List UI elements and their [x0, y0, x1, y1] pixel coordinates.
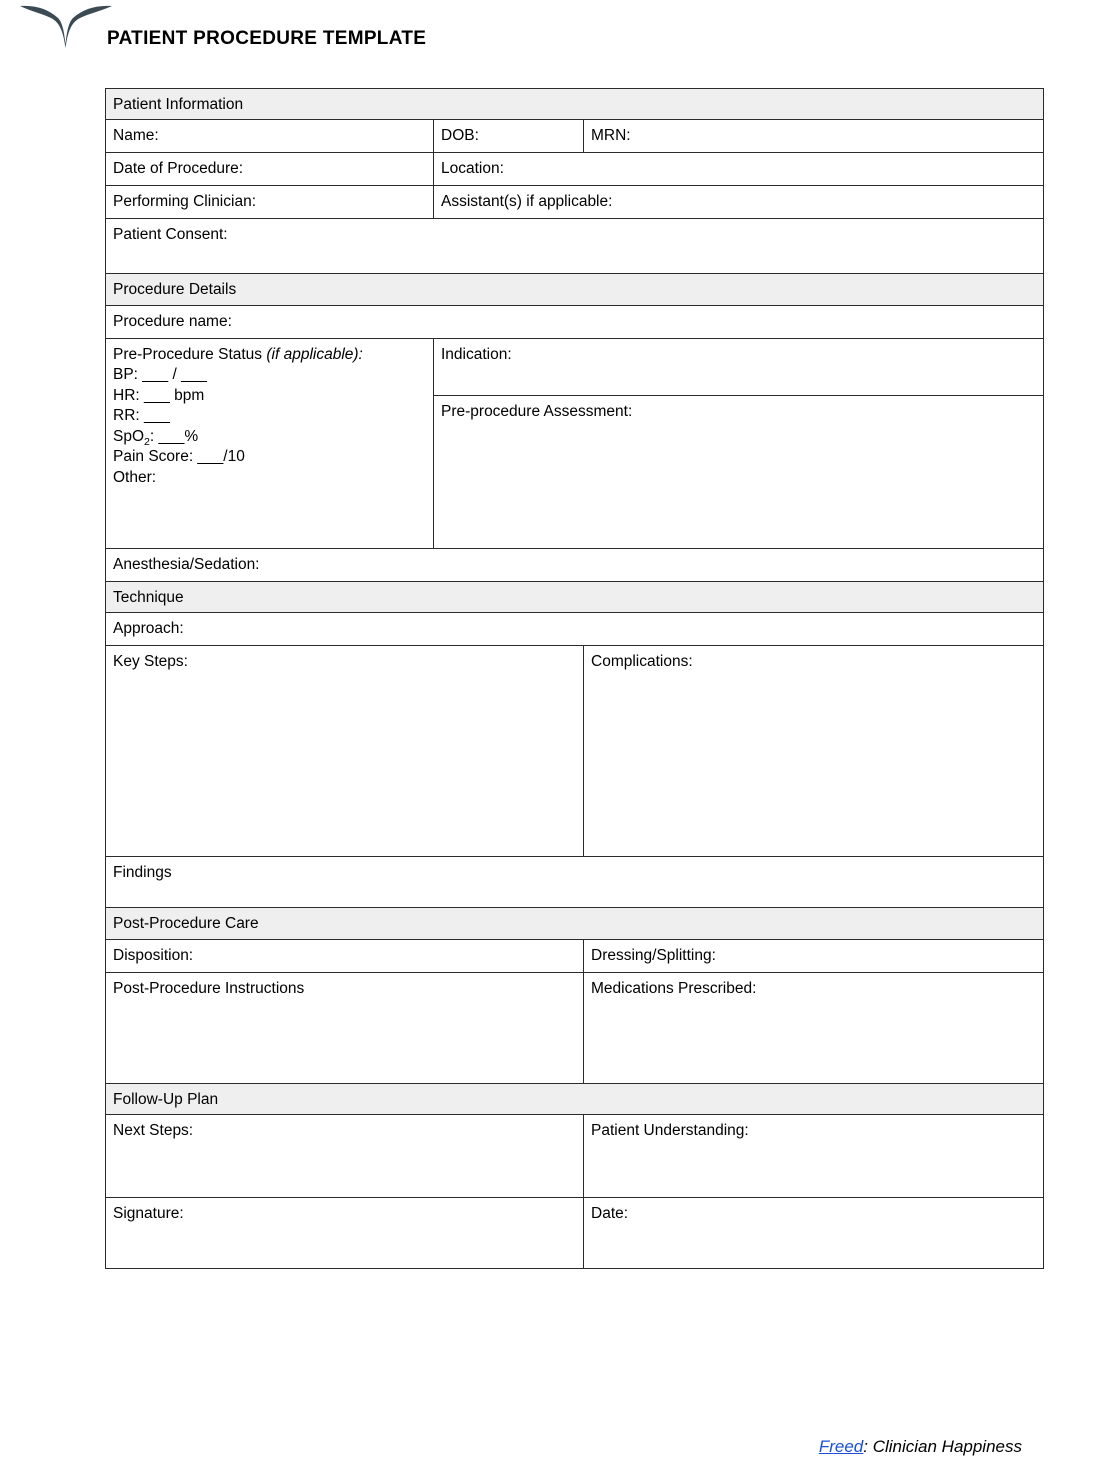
table-row: [106, 219, 1044, 274]
table-row: [106, 972, 1044, 1083]
field-complications[interactable]: [584, 646, 1044, 857]
vital-spo2-prefix: SpO: [113, 427, 145, 445]
field-post-procedure-instructions[interactable]: [106, 972, 584, 1083]
table-row: [106, 338, 1044, 395]
vital-pain-score: Pain Score: ___/10: [113, 448, 245, 466]
field-signature[interactable]: [106, 1198, 584, 1269]
section-header-label: Procedure Details: [113, 281, 237, 299]
table-row: [106, 581, 1044, 612]
vital-spo2-subscript: 2: [144, 435, 150, 448]
field-patient-understanding[interactable]: [584, 1115, 1044, 1198]
field-label-assistants: Assistant(s) if applicable:: [441, 193, 613, 211]
vital-hr: HR: ___ bpm: [113, 386, 205, 404]
vital-other: Other:: [113, 468, 157, 486]
field-label-anesthesia-sedation: Anesthesia/Sedation:: [113, 555, 260, 573]
field-procedure-name[interactable]: [106, 305, 1044, 338]
field-anesthesia-sedation[interactable]: [106, 548, 1044, 581]
field-label-approach: Approach:: [113, 620, 184, 638]
field-dressing-splitting[interactable]: [584, 939, 1044, 972]
field-indication[interactable]: [434, 338, 1044, 395]
field-label-performing-clinician: Performing Clinician:: [113, 193, 256, 211]
section-header-patient-information: [106, 89, 1044, 120]
field-label-indication: Indication:: [441, 345, 512, 363]
field-label-procedure-name: Procedure name:: [113, 312, 232, 330]
table-row: [106, 1198, 1044, 1269]
freed-wing-logo-icon: [18, 2, 114, 50]
field-label-key-steps: Key Steps:: [113, 653, 188, 671]
field-label-dressing-splitting: Dressing/Splitting:: [591, 946, 716, 964]
section-header-label: Patient Information: [113, 96, 244, 113]
table-row: [106, 153, 1044, 186]
table-row: [106, 274, 1044, 305]
field-label-findings: Findings: [113, 864, 172, 882]
section-header-technique: [106, 581, 1044, 612]
section-header-label: Follow-Up Plan: [113, 1090, 219, 1108]
section-header-procedure-details: [106, 274, 1044, 305]
field-label-medications-prescribed: Medications Prescribed:: [591, 979, 757, 997]
field-findings[interactable]: [106, 857, 1044, 908]
field-label-date-of-procedure: Date of Procedure:: [113, 160, 244, 178]
field-performing-clinician[interactable]: [106, 186, 434, 219]
field-key-steps[interactable]: [106, 646, 584, 857]
field-medications-prescribed[interactable]: [584, 972, 1044, 1083]
field-label-patient-understanding: Patient Understanding:: [591, 1122, 749, 1140]
field-label-signature: Signature:: [113, 1205, 184, 1223]
procedure-form: [105, 88, 1043, 1269]
table-row: [106, 646, 1044, 857]
table-row: [106, 857, 1044, 908]
procedure-template-table: [105, 88, 1044, 1269]
field-mrn[interactable]: [584, 120, 1044, 153]
field-date[interactable]: [584, 1198, 1044, 1269]
pre-procedure-status-text: Pre-Procedure Status: [113, 345, 267, 363]
page-title: PATIENT PROCEDURE TEMPLATE: [107, 28, 427, 49]
field-label-pre-procedure-status: [113, 345, 426, 365]
freed-link[interactable]: Freed: [818, 1437, 864, 1456]
table-row: [106, 939, 1044, 972]
section-header-label: Technique: [113, 588, 184, 606]
vital-spo2: [113, 427, 426, 447]
page-footer: [0, 1437, 1120, 1457]
field-pre-procedure-status[interactable]: [106, 338, 434, 548]
field-label-post-procedure-instructions: Post-Procedure Instructions: [113, 979, 305, 997]
field-name[interactable]: [106, 120, 434, 153]
footer-tagline: : Clinician Happiness: [863, 1437, 1022, 1456]
field-date-of-procedure[interactable]: [106, 153, 434, 186]
field-label-name: Name:: [113, 127, 159, 145]
table-row: [106, 908, 1044, 939]
table-row: [106, 1115, 1044, 1198]
vital-spo2-suffix: : ___%: [149, 427, 199, 445]
field-patient-consent[interactable]: [106, 219, 1044, 274]
field-approach[interactable]: [106, 613, 1044, 646]
field-label-location: Location:: [441, 160, 504, 178]
field-assistants[interactable]: [434, 186, 1044, 219]
field-next-steps[interactable]: [106, 1115, 584, 1198]
section-header-follow-up-plan: [106, 1083, 1044, 1114]
field-label-complications: Complications:: [591, 653, 693, 671]
field-label-date: Date:: [591, 1205, 629, 1223]
field-location[interactable]: [434, 153, 1044, 186]
field-label-next-steps: Next Steps:: [113, 1122, 194, 1140]
field-label-disposition: Disposition:: [113, 946, 194, 964]
table-row: [106, 1083, 1044, 1114]
field-disposition[interactable]: [106, 939, 584, 972]
field-pre-procedure-assessment[interactable]: [434, 395, 1044, 548]
vital-rr: RR: ___: [113, 407, 170, 425]
table-row: [106, 613, 1044, 646]
section-header-label: Post-Procedure Care: [113, 915, 259, 933]
table-row: [106, 89, 1044, 120]
table-row: [106, 305, 1044, 338]
field-dob[interactable]: [434, 120, 584, 153]
pre-procedure-status-qualifier: (if applicable):: [266, 345, 363, 363]
vital-bp: BP: ___ / ___: [113, 366, 207, 384]
field-label-patient-consent: Patient Consent:: [113, 226, 228, 244]
table-row: [106, 120, 1044, 153]
table-row: [106, 186, 1044, 219]
field-label-pre-procedure-assessment: Pre-procedure Assessment:: [441, 402, 633, 420]
page-header: [0, 0, 1120, 72]
field-label-dob: DOB:: [441, 127, 479, 145]
section-header-post-procedure-care: [106, 908, 1044, 939]
table-row: [106, 548, 1044, 581]
field-label-mrn: MRN:: [591, 127, 631, 145]
